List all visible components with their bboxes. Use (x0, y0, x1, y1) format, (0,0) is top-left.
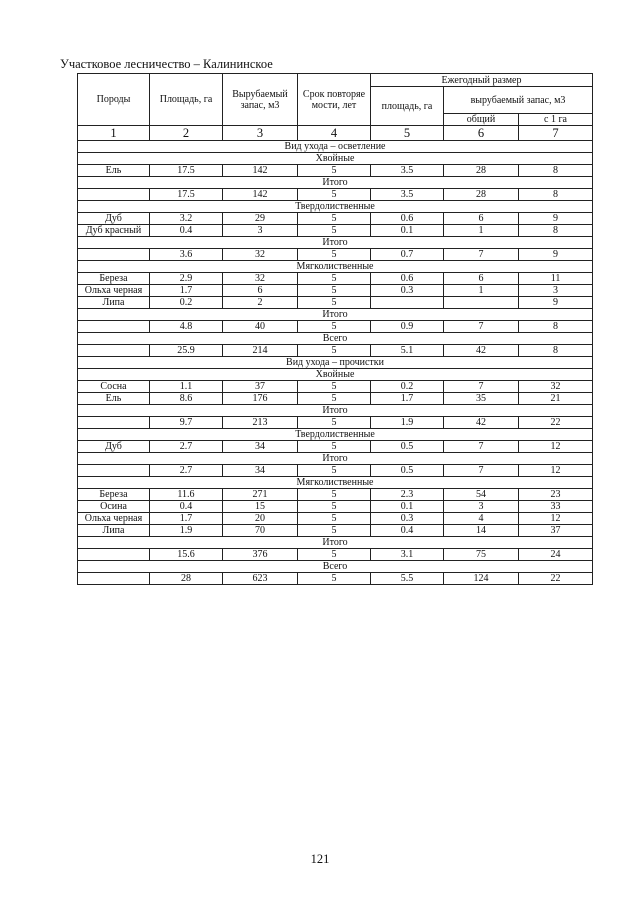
table-cell: 0.9 (371, 321, 444, 333)
table-cell: 4.8 (150, 321, 223, 333)
table-cell: 214 (223, 345, 298, 357)
table-cell: 5 (298, 345, 371, 357)
table-row (78, 417, 593, 429)
table-cell: 0.6 (371, 213, 444, 225)
table-cell: Липа (78, 297, 150, 309)
table-cell: 5 (298, 285, 371, 297)
section-row (78, 369, 593, 381)
section-label: Итого (78, 237, 593, 249)
table-cell: 0.3 (371, 285, 444, 297)
table-cell: 35 (444, 393, 519, 405)
table-cell: 9 (519, 297, 593, 309)
table-row (78, 513, 593, 525)
table-cell (78, 345, 150, 357)
table-cell: 28 (444, 189, 519, 201)
section-row (78, 141, 593, 153)
table-cell: 623 (223, 573, 298, 585)
table-cell: 25.9 (150, 345, 223, 357)
table-cell: 32 (519, 381, 593, 393)
table-cell: 5 (298, 165, 371, 177)
table-cell: 0.1 (371, 225, 444, 237)
table-cell (78, 549, 150, 561)
table-cell: 0.3 (371, 513, 444, 525)
section-row (78, 477, 593, 489)
table-cell: 5 (298, 381, 371, 393)
section-row (78, 261, 593, 273)
col-header-period: Срок повторяемости, лет (298, 74, 371, 126)
table-cell: 1.1 (150, 381, 223, 393)
table-cell: 5 (298, 225, 371, 237)
table-cell: 42 (444, 345, 519, 357)
table-cell: 20 (223, 513, 298, 525)
table-cell: 1.7 (371, 393, 444, 405)
table-cell: 8.6 (150, 393, 223, 405)
section-label: Хвойные (78, 369, 593, 381)
table-cell: 11.6 (150, 489, 223, 501)
table-cell: 0.2 (371, 381, 444, 393)
table-cell: 8 (519, 189, 593, 201)
table-cell: 22 (519, 573, 593, 585)
table-cell: 3.5 (371, 165, 444, 177)
table-cell: 15 (223, 501, 298, 513)
table-cell: 1.9 (150, 525, 223, 537)
table-cell: 176 (223, 393, 298, 405)
table-row (78, 213, 593, 225)
table-cell: Ель (78, 393, 150, 405)
table-cell: 8 (519, 225, 593, 237)
col-header-annual-stock: вырубаемый запас, м3 (444, 87, 593, 114)
table-cell: 29 (223, 213, 298, 225)
table-cell: 5 (298, 465, 371, 477)
table-row (78, 225, 593, 237)
table-row (78, 285, 593, 297)
table-cell: 7 (444, 249, 519, 261)
section-label: Мягколиственные (78, 261, 593, 273)
table-cell: 5 (298, 489, 371, 501)
table-cell: 42 (444, 417, 519, 429)
section-label: Хвойные (78, 153, 593, 165)
table-cell: 17.5 (150, 189, 223, 201)
table-row (78, 297, 593, 309)
section-row (78, 561, 593, 573)
table-cell (78, 321, 150, 333)
table-cell: 0.5 (371, 441, 444, 453)
table-cell: 3 (223, 225, 298, 237)
table-row (78, 189, 593, 201)
table-cell: 37 (223, 381, 298, 393)
table-cell: Дуб (78, 213, 150, 225)
col-number: 3 (223, 126, 298, 141)
table-row (78, 165, 593, 177)
table-cell: 5 (298, 525, 371, 537)
forest-care-table (77, 73, 593, 585)
table-cell: 8 (519, 345, 593, 357)
table-cell: 32 (223, 273, 298, 285)
table-cell: 376 (223, 549, 298, 561)
table-cell (78, 573, 150, 585)
section-row (78, 309, 593, 321)
table-cell: Ольха черная (78, 513, 150, 525)
page-heading: Участковое лесничество – Калининское (60, 57, 273, 71)
table-cell: 2 (223, 297, 298, 309)
table-cell: 2.3 (371, 489, 444, 501)
section-row (78, 153, 593, 165)
table-row (78, 489, 593, 501)
section-row (78, 177, 593, 189)
table-cell: 28 (150, 573, 223, 585)
table-cell: 5 (298, 393, 371, 405)
table-cell: Береза (78, 273, 150, 285)
col-header-annual: Ежегодный размер (371, 74, 593, 87)
table-cell: 3.6 (150, 249, 223, 261)
col-header-annual-area: площадь, га (371, 87, 444, 126)
table-cell: 6 (223, 285, 298, 297)
table-cell: 22 (519, 417, 593, 429)
table-cell: 5 (298, 249, 371, 261)
table-cell: Липа (78, 525, 150, 537)
table-cell: 32 (223, 249, 298, 261)
section-label: Вид ухода – прочистки (78, 357, 593, 369)
table-cell: 7 (444, 465, 519, 477)
table-cell (78, 417, 150, 429)
table-cell: 8 (519, 321, 593, 333)
section-label: Итого (78, 537, 593, 549)
table-cell: 33 (519, 501, 593, 513)
section-row (78, 333, 593, 345)
table-cell: 3 (444, 501, 519, 513)
table-cell: 21 (519, 393, 593, 405)
section-label: Итого (78, 453, 593, 465)
table-cell: 5.1 (371, 345, 444, 357)
table-cell: 4 (444, 513, 519, 525)
col-number: 5 (371, 126, 444, 141)
table-cell: 271 (223, 489, 298, 501)
table-cell: 17.5 (150, 165, 223, 177)
table-cell: 6 (444, 273, 519, 285)
col-number: 6 (444, 126, 519, 141)
table-cell: 5 (298, 549, 371, 561)
col-number: 4 (298, 126, 371, 141)
section-label: Всего (78, 333, 593, 345)
table-cell: 2.7 (150, 465, 223, 477)
section-label: Вид ухода – осветление (78, 141, 593, 153)
header-row-1 (78, 74, 593, 87)
table-cell: 142 (223, 165, 298, 177)
table-row (78, 525, 593, 537)
table-cell: 15.6 (150, 549, 223, 561)
table-cell: 5 (298, 513, 371, 525)
table-cell: 1 (444, 285, 519, 297)
section-label: Итого (78, 405, 593, 417)
table-cell: Сосна (78, 381, 150, 393)
table-cell: 28 (444, 165, 519, 177)
table-cell: 24 (519, 549, 593, 561)
table-cell: 9 (519, 213, 593, 225)
table-cell: 12 (519, 513, 593, 525)
table-cell: Дуб красный (78, 225, 150, 237)
table-row (78, 381, 593, 393)
table-cell: Осина (78, 501, 150, 513)
table-row (78, 273, 593, 285)
table-cell: 2.7 (150, 441, 223, 453)
table-cell: Дуб (78, 441, 150, 453)
table-cell: 70 (223, 525, 298, 537)
table-cell: 0.7 (371, 249, 444, 261)
table-cell: 1.7 (150, 285, 223, 297)
section-label: Итого (78, 177, 593, 189)
table-row (78, 573, 593, 585)
table-cell: 0.2 (150, 297, 223, 309)
page-number: 121 (310, 852, 330, 866)
table-cell: 1 (444, 225, 519, 237)
table-cell: 5 (298, 273, 371, 285)
section-label: Твердолиственные (78, 429, 593, 441)
section-row (78, 453, 593, 465)
table-cell (444, 297, 519, 309)
col-number: 1 (78, 126, 150, 141)
table-body (78, 74, 593, 585)
table-cell: 8 (519, 165, 593, 177)
table-cell: 5 (298, 417, 371, 429)
section-row (78, 429, 593, 441)
table-cell: Ель (78, 165, 150, 177)
table-cell: 5 (298, 501, 371, 513)
table-row (78, 465, 593, 477)
table-cell: 34 (223, 441, 298, 453)
table-cell: 124 (444, 573, 519, 585)
table-cell: Ольха черная (78, 285, 150, 297)
table-cell: 0.1 (371, 501, 444, 513)
table-cell: 7 (444, 381, 519, 393)
col-number: 2 (150, 126, 223, 141)
table-cell: 2.9 (150, 273, 223, 285)
table-cell: 0.4 (150, 225, 223, 237)
table-cell: 34 (223, 465, 298, 477)
table-cell: 3 (519, 285, 593, 297)
col-header-total: общий (444, 114, 519, 126)
table-cell: 3.2 (150, 213, 223, 225)
table-cell: 3.5 (371, 189, 444, 201)
table-cell: 12 (519, 441, 593, 453)
table-cell: 5 (298, 297, 371, 309)
col-header-per-ha: с 1 га (519, 114, 593, 126)
section-label: Итого (78, 309, 593, 321)
section-label: Всего (78, 561, 593, 573)
table-cell: 0.5 (371, 465, 444, 477)
table-cell (78, 249, 150, 261)
table-row (78, 345, 593, 357)
table-row (78, 501, 593, 513)
table-cell: 23 (519, 489, 593, 501)
section-label: Твердолиственные (78, 201, 593, 213)
table-cell: 9 (519, 249, 593, 261)
table-cell: 5 (298, 573, 371, 585)
col-header-area: Площадь, га (150, 74, 223, 126)
section-label: Мягколиственные (78, 477, 593, 489)
table-cell: 5 (298, 441, 371, 453)
table-cell (78, 189, 150, 201)
section-row (78, 237, 593, 249)
col-header-stock: Вырубаемый запас, м3 (223, 74, 298, 126)
table-cell: 3.1 (371, 549, 444, 561)
table-cell (371, 297, 444, 309)
table-cell: 7 (444, 441, 519, 453)
section-row (78, 405, 593, 417)
section-row (78, 201, 593, 213)
section-row (78, 357, 593, 369)
table-cell: 12 (519, 465, 593, 477)
table-row (78, 249, 593, 261)
table-cell: Береза (78, 489, 150, 501)
table-cell: 213 (223, 417, 298, 429)
table-row (78, 393, 593, 405)
table-cell: 5.5 (371, 573, 444, 585)
table-cell: 7 (444, 321, 519, 333)
section-row (78, 537, 593, 549)
table-row (78, 441, 593, 453)
table-cell: 0.4 (150, 501, 223, 513)
table-cell: 54 (444, 489, 519, 501)
table-cell: 6 (444, 213, 519, 225)
table-cell: 1.9 (371, 417, 444, 429)
table-row (78, 321, 593, 333)
col-number: 7 (519, 126, 593, 141)
table-cell: 0.6 (371, 273, 444, 285)
table-cell: 5 (298, 321, 371, 333)
table-cell: 5 (298, 189, 371, 201)
column-number-row (78, 126, 593, 141)
table-cell: 9.7 (150, 417, 223, 429)
table-cell: 40 (223, 321, 298, 333)
table-cell (78, 465, 150, 477)
table-cell: 1.7 (150, 513, 223, 525)
col-header-breed: Породы (78, 74, 150, 126)
table-cell: 0.4 (371, 525, 444, 537)
table-cell: 37 (519, 525, 593, 537)
table-cell: 5 (298, 213, 371, 225)
table-row (78, 549, 593, 561)
table-cell: 14 (444, 525, 519, 537)
table-cell: 142 (223, 189, 298, 201)
table-cell: 75 (444, 549, 519, 561)
table-cell: 11 (519, 273, 593, 285)
